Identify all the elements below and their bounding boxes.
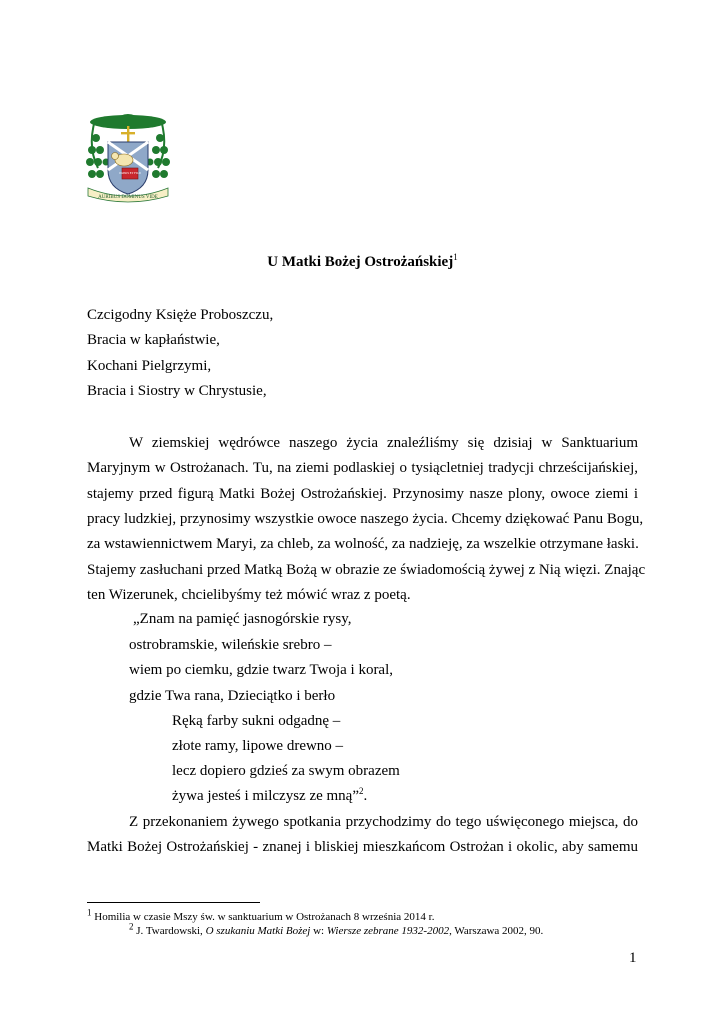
paragraph-line: ten Wizerunek, chcielibyśmy też mówić wraz z poetą. bbox=[87, 587, 411, 603]
document-title bbox=[0, 252, 725, 272]
tassels-left bbox=[86, 134, 110, 178]
footnote-2 bbox=[129, 921, 544, 938]
footnote-2-mark: 2 bbox=[129, 921, 134, 932]
poem-line: gdzie Twa rana, Dzieciątko i berło bbox=[129, 688, 336, 704]
title-text: U Matki Bożej Ostrożańskiej bbox=[267, 254, 454, 270]
footnote-2-author: J. Twardowski, bbox=[136, 925, 206, 937]
paragraph-line: Maryjnym w Ostrożanach. Tu, na ziemi podlaskiej o tysiącletniej tradycji chrześcijańskiej, bbox=[87, 460, 638, 476]
paragraph-line: W ziemskiej wędrówce naszego życia znaleźliśmy się dzisiaj w Sanktuarium bbox=[129, 435, 638, 451]
paragraph-line: stajemy przed figurą Matki Bożej Ostrożańskiej. Przynosimy nasze plony, owoce ziemi i bbox=[87, 486, 638, 502]
poem-line: „Znam na pamięć jasnogórskie rysy, bbox=[133, 611, 352, 627]
tassels-right bbox=[147, 134, 171, 178]
paragraph-line: Stajemy zasłuchani przed Matką Bożą w obrazie ze świadomością żywej z Nią więzi. Znając bbox=[87, 562, 646, 578]
poem-last-line bbox=[172, 786, 367, 806]
salutation-line: Bracia i Siostry w Chrystusie, bbox=[87, 383, 267, 399]
footnote-2-rest: , Warszawa 2002, 90. bbox=[449, 925, 544, 937]
coat-of-arms-image bbox=[84, 108, 172, 204]
salutation-line: Bracia w kapłaństwie, bbox=[87, 332, 220, 348]
footnote-1-mark: 1 bbox=[87, 907, 92, 918]
motto-text: AURIBUS DOMINUS VIDE bbox=[98, 195, 158, 200]
poem-line: złote ramy, lipowe drewno – bbox=[172, 738, 344, 754]
poem-last-tail: . bbox=[363, 788, 368, 804]
poem-last-text: żywa jesteś i milczysz ze mną” bbox=[172, 788, 360, 804]
footnote-2-collection: Wiersze zebrane 1932-2002 bbox=[326, 925, 450, 937]
hat-crown bbox=[114, 114, 142, 120]
paragraph-line: pracy ludzkiej, przynosimy wszystkie owoce naszego życia. Chcemy dziękować Panu Bogu, bbox=[87, 511, 644, 527]
poem-line: wiem po ciemku, gdzie twarz Twoja i koral, bbox=[129, 662, 394, 678]
paragraph-line: za wstawiennictwem Maryi, za chleb, za wolność, za nadzieję, za wszelkie otrzymane łaski. bbox=[87, 536, 639, 552]
salutation-line: Czcigodny Księże Proboszczu, bbox=[87, 307, 274, 323]
poem-line: Ręką farby sukni odgadnę – bbox=[172, 713, 341, 729]
poem-line: ostrobramskie, wileńskie srebro – bbox=[129, 637, 332, 653]
paragraph-line: Z przekonaniem żywego spotkania przychodzimy do tego uświęconego miejsca, do bbox=[129, 814, 638, 830]
poem-line: lecz dopiero gdzieś za swym obrazem bbox=[172, 763, 400, 779]
page-number: 1 bbox=[629, 950, 637, 966]
paragraph-line: Matki Bożej Ostrożańskiej - znanej i bliskiej mieszkańcom Ostrożan i okolic, aby samemu bbox=[87, 839, 638, 855]
title-footnote-mark: 1 bbox=[453, 252, 458, 262]
footnote-1 bbox=[87, 907, 435, 924]
salutation-line: Kochani Pielgrzymi, bbox=[87, 358, 212, 374]
footnote-1-text: Homilia w czasie Mszy św. w sanktuarium w Ostrożanach 8 września 2014 r. bbox=[94, 911, 435, 923]
poem-footnote-mark: 2 bbox=[359, 786, 364, 796]
footnote-2-work: O szukaniu Matki Bożej bbox=[205, 925, 311, 937]
book-text: PATRIS ET FILII bbox=[119, 171, 141, 175]
footnote-separator bbox=[87, 902, 260, 903]
footnote-2-in: w: bbox=[310, 925, 327, 937]
